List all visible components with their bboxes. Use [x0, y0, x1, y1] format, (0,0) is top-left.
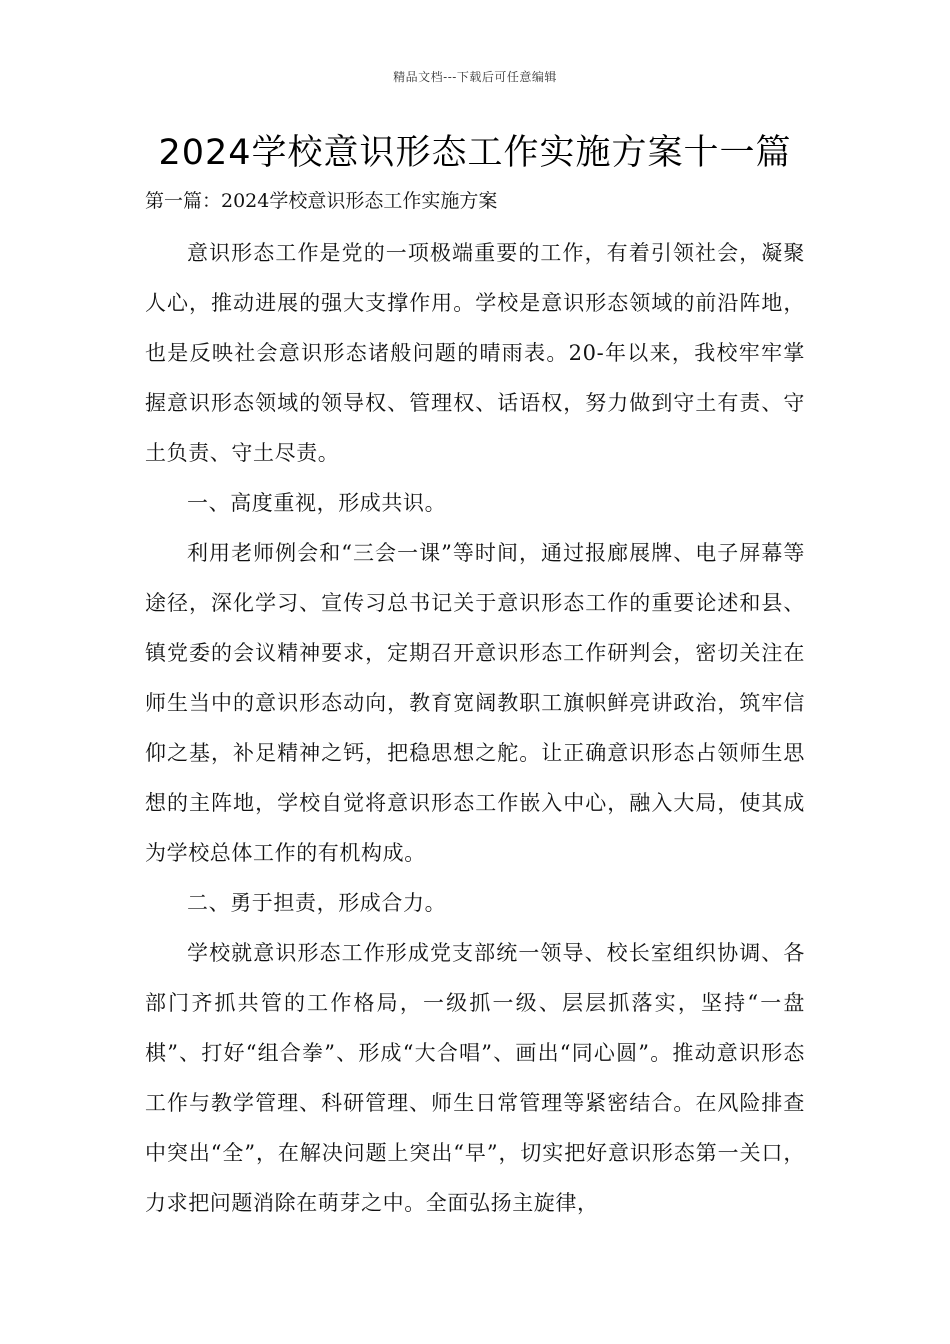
section-heading: 第一篇：2024学校意识形态工作实施方案 — [145, 190, 498, 212]
paragraph-heading-2: 二、勇于担责，形成合力。 — [187, 891, 447, 915]
paragraph-study: 利用老师例会和“三会一课”等时间，通过报廊展牌、电子屏幕等途径，深化学习、宣传习总书记关于意识形态工作的重要论述和县、镇党委的会议精神要求，定期召开意识形态工作研判会，密切关注在师生当中的意识形态动向，教育宽阔教职工旗帜鲜亮讲政治，筑牢信仰之基，补足精神之钙，把稳思想之舵。让正确意识形态占领师生思想的主阵地，学校自觉将意识形态工作嵌入中心，融入大局，使其成为学校总体工作的有机构成。 — [145, 541, 805, 865]
document-title: 2024学校意识形态工作实施方案十一篇 — [158, 133, 792, 173]
header-note: 精品文档---下载后可任意编辑 — [393, 70, 557, 84]
paragraph-responsibility: 学校就意识形态工作形成党支部统一领导、校长室组织协调、各部门齐抓共管的工作格局，一级抓一级、层层抓落实，坚持“一盘棋”、打好“组合拳”、形成“大合唱”、画出“同心圆”。推动意识形态工作与教学管理、科研管理、师生日常管理等紧密结合。在风险排查中突出“全”，在解决问题上突出“早”，切实把好意识形态第一关口，力求把问题消除在萌芽之中。全面弘扬主旋律， — [145, 941, 805, 1215]
paragraph-intro: 意识形态工作是党的一项极端重要的工作，有着引领社会，凝聚人心，推动进展的强大支撑作用。学校是意识形态领域的前沿阵地，也是反映社会意识形态诸般问题的晴雨表。20-年以来，我校牢牢掌握意识形态领域的领导权、管理权、话语权，努力做到守土有责、守土负责、守土尽责。 — [145, 241, 805, 465]
paragraph-heading-1: 一、高度重视，形成共识。 — [187, 491, 447, 515]
body-text — [145, 228, 805, 1228]
